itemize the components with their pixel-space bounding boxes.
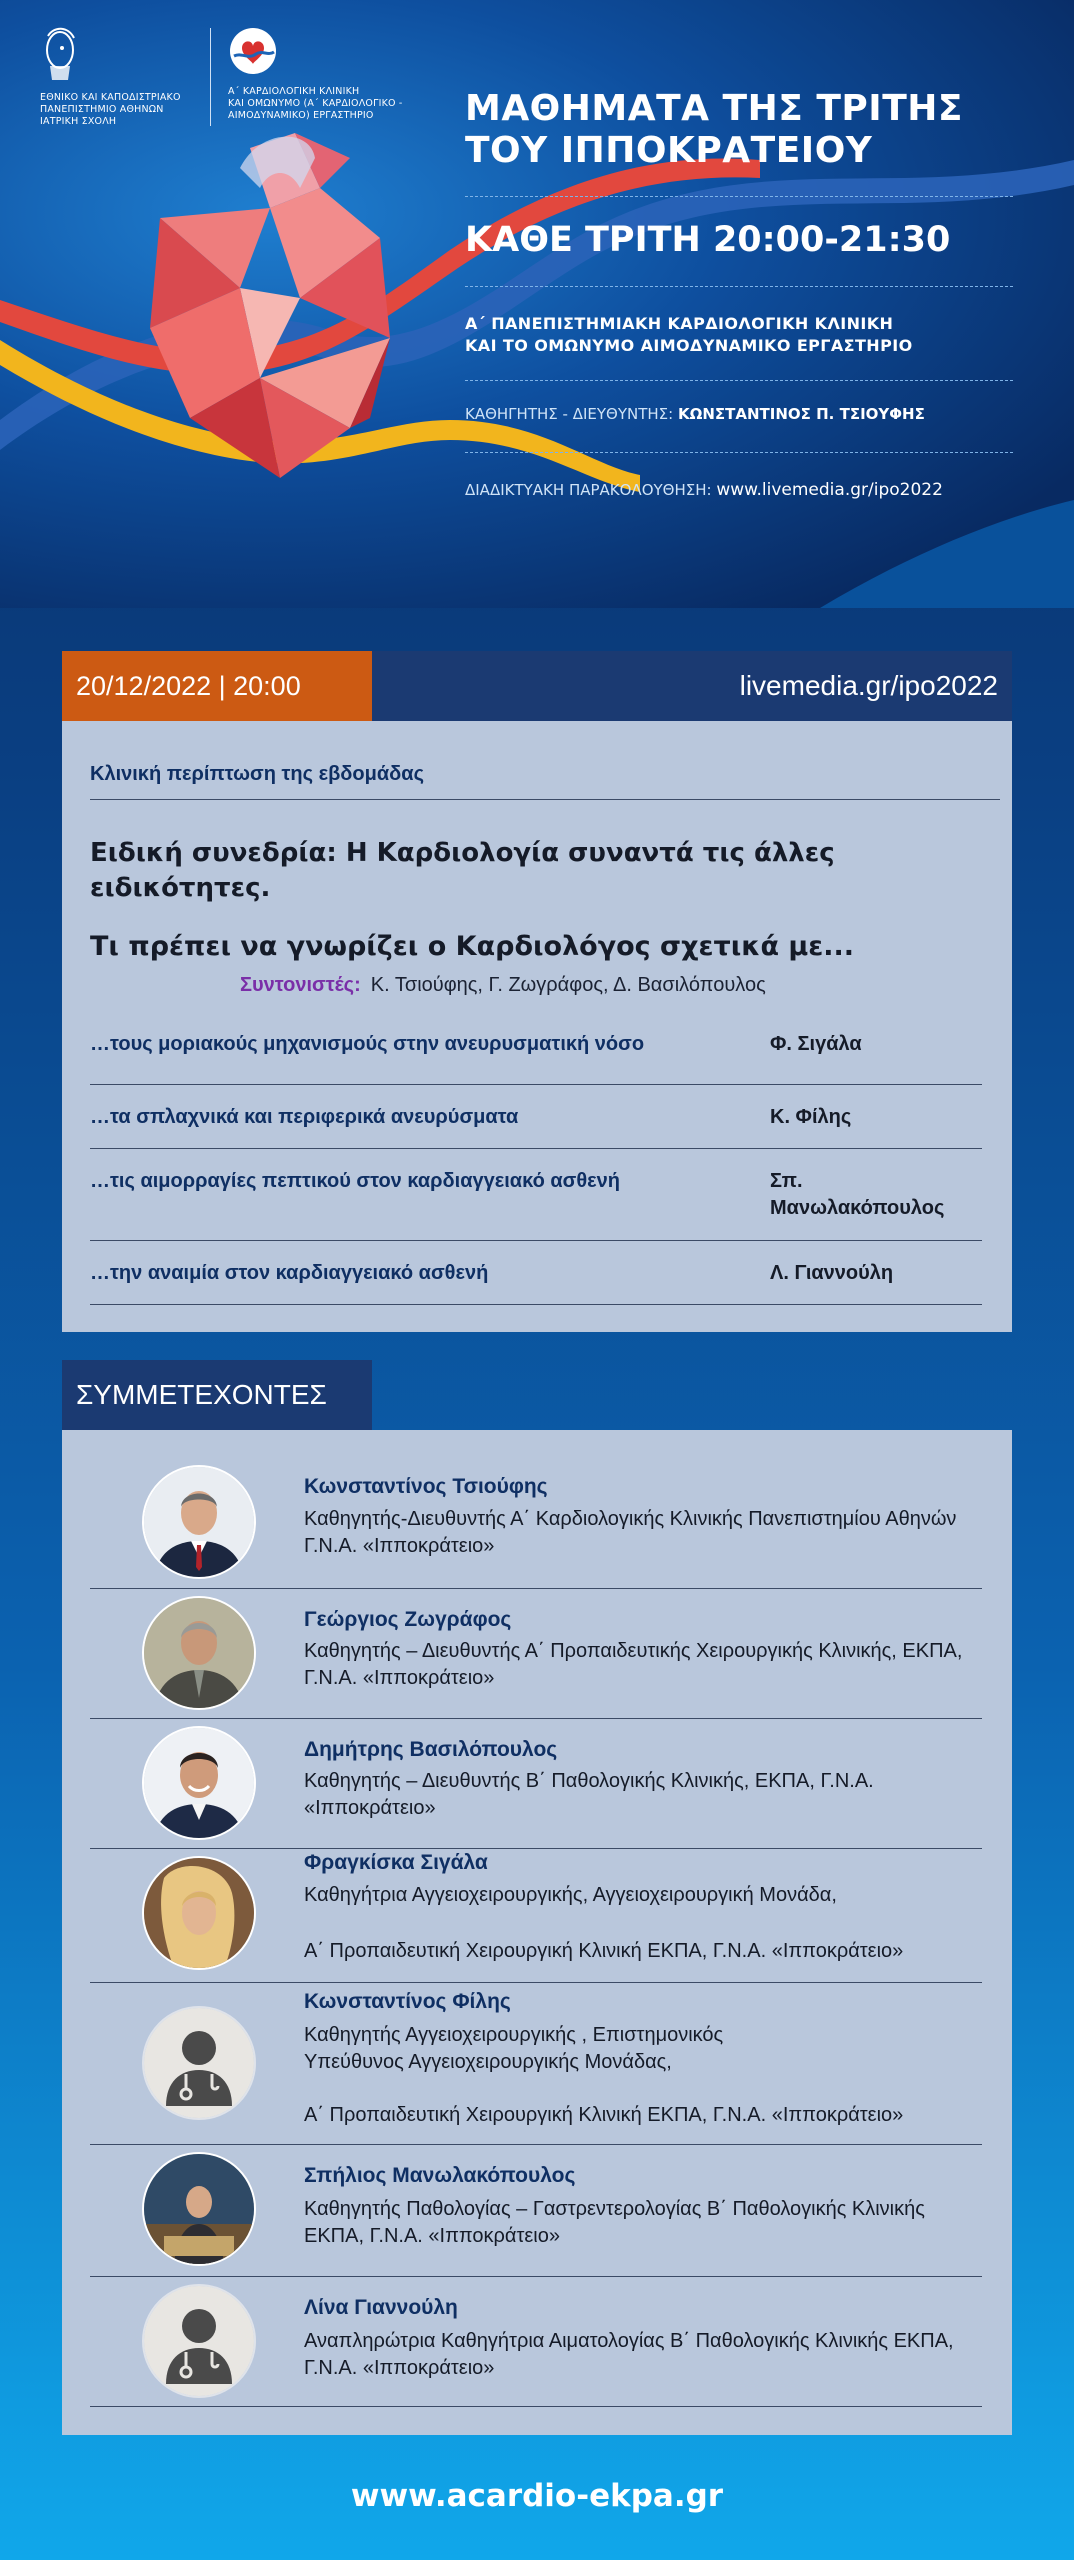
header-banner: [0, 0, 1074, 608]
university-logo: [40, 26, 200, 128]
session-header: [62, 651, 1012, 721]
divider: [90, 799, 1000, 800]
banner-schedule: ΚΑΘΕ ΤΡΙΤΗ 20:00-21:30: [465, 220, 951, 260]
special-session-line: ειδικότητες.: [90, 873, 271, 903]
topic-title: …τους μοριακούς μηχανισμούς στην ανευρυσματική νόσο: [90, 1033, 645, 1055]
topic-speaker: Λ. Γιαννούλη: [770, 1262, 894, 1284]
session-link[interactable]: livemedia.gr/ipo2022: [739, 670, 998, 701]
banner-title: [465, 88, 1035, 172]
topic-row: [90, 1240, 982, 1305]
banner-separator: [465, 380, 1013, 381]
session-date: 20/12/2022 | 20:00: [62, 651, 372, 721]
heart-wave-icon: [228, 26, 278, 76]
webcast-label: ΔΙΑΔΙΚΤΥΑΚΗ ΠΑΡΑΚΟΛΟΥΘΗΣΗ:: [465, 481, 712, 499]
topic-row: [90, 1084, 982, 1149]
banner-title-line: ΜΑΘΗΜΑΤΑ ΤΗΣ ΤΡΙΤΗΣ: [465, 88, 963, 129]
know-title: Τι πρέπει να γνωρίζει ο Καρδιολόγος σχετικά με...: [90, 931, 855, 962]
participant-row: [90, 1588, 982, 1719]
banner-clinic-line: ΚΑΙ ΤΟ ΟΜΩΝΥΜΟ ΑΙΜΟΔΥΝΑΜΙΚΟ ΕΡΓΑΣΤΗΡΙΟ: [465, 336, 913, 355]
participant-row: [90, 1718, 982, 1849]
participant-role: Αναπληρώτρια Καθηγήτρια Αιματολογίας Β΄ Παθολογικής Κλινικής ΕΚΠΑ, Γ.Ν.Α. «Ιπποκράτειο»: [304, 2330, 954, 2379]
participant-name: Κωνσταντίνος Φίλης: [304, 1990, 511, 2013]
banner-clinic: [465, 313, 1025, 357]
participant-role: Καθηγητής Αγγειοχειρουργικής , Επιστημονικός Υπεύθυνος Αγγειοχειρουργικής Μονάδας,: [304, 2024, 724, 2073]
doctor-avatar-icon: [144, 2008, 254, 2118]
coordinators: [240, 974, 766, 997]
participant-row: [90, 1450, 982, 1589]
coordinators-names: Κ. Τσιούφης, Γ. Ζωγράφος, Δ. Βασιλόπουλος: [370, 974, 766, 996]
person-photo-icon: [144, 1467, 254, 1577]
professor-label: ΚΑΘΗΓΗΤΗΣ - ΔΙΕΥΘΥΝΤΗΣ:: [465, 405, 674, 423]
doctor-avatar-icon: [144, 2286, 254, 2396]
person-photo-icon: [144, 1598, 254, 1708]
topic-title: …την αναιμία στον καρδιαγγειακό ασθενή: [90, 1262, 489, 1284]
coordinators-label: Συντονιστές:: [240, 974, 361, 996]
banner-professor: [465, 405, 925, 423]
uni-logo-line: ΙΑΤΡΙΚΗ ΣΧΟΛΗ: [40, 116, 117, 127]
participant-row: [90, 1982, 982, 2145]
topic-speaker: Σπ. Μανωλακόπουλος: [770, 1170, 945, 1219]
avatar: [142, 2006, 256, 2120]
topic-title: …τα σπλαχνικά και περιφερικά ανευρύσματα: [90, 1106, 519, 1128]
topic-speaker: Φ. Σιγάλα: [770, 1033, 862, 1055]
participant-row: [90, 1848, 982, 1983]
participants-panel: [62, 1430, 1012, 2435]
participant-role: Καθηγητής – Διευθυντής Β΄ Παθολογικής Κλινικής, ΕΚΠΑ, Γ.Ν.Α. «Ιπποκράτειο»: [304, 1770, 874, 1819]
banner-webcast: [465, 480, 943, 500]
participant-role: Καθηγήτρια Αγγειοχειρουργικής, Αγγειοχειρουργική Μονάδα,: [304, 1884, 837, 1906]
special-session-title: [90, 836, 890, 906]
participant-role: Καθηγητής Παθολογίας – Γαστρεντερολογίας Β΄ Παθολογικής Κλινικής ΕΚΠΑ, Γ.Ν.Α. «Ιπποκράτειο»: [304, 2198, 925, 2247]
participant-role: Καθηγητής-Διευθυντής Α΄ Καρδιολογικής Κλινικής Πανεπιστημίου Αθηνών Γ.Ν.Α. «Ιπποκράτειο»: [304, 1508, 957, 1557]
topic-speaker: Κ. Φίλης: [770, 1106, 852, 1128]
participant-name: Δημήτρης Βασιλόπουλος: [304, 1738, 558, 1761]
participant-role: Καθηγητής – Διευθυντής Α΄ Προπαιδευτικής Χειρουργικής Κλινικής, ΕΚΠΑ, Γ.Ν.Α. «Ιπποκράτειο»: [304, 1640, 963, 1689]
avatar: [142, 1596, 256, 1710]
participant-name: Γεώργιος Ζωγράφος: [304, 1608, 512, 1631]
special-session-line: Ειδική συνεδρία: Η Καρδιολογία συναντά τις άλλες: [90, 838, 835, 868]
cardio-logo-line: ΚΑΙ ΟΜΩΝΥΜΟ (Α΄ ΚΑΡΔΙΟΛΟΓΙΚΟ -: [228, 98, 403, 109]
banner-clinic-line: Α΄ ΠΑΝΕΠΙΣΤΗΜΙΑΚΗ ΚΑΡΔΙΟΛΟΓΙΚΗ ΚΛΙΝΙΚΗ: [465, 314, 894, 333]
participant-row: [90, 2276, 982, 2407]
banner-separator: [465, 452, 1013, 453]
banner-separator: [465, 196, 1013, 197]
avatar: [142, 1465, 256, 1579]
footer-url[interactable]: www.acardio-ekpa.gr: [350, 2478, 724, 2514]
case-label: Κλινική περίπτωση της εβδομάδας: [90, 763, 424, 785]
cardio-logo-line: Α΄ ΚΑΡΔΙΟΛΟΓΙΚΗ ΚΛΙΝΙΚΗ: [228, 86, 360, 97]
avatar: [142, 1726, 256, 1840]
participants-heading: ΣΥΜΜΕΤΕΧΟΝΤΕΣ: [62, 1360, 372, 1430]
uni-logo-line: ΠΑΝΕΠΙΣΤΗΜΙΟ ΑΘΗΝΩΝ: [40, 104, 164, 115]
participant-name: Φραγκίσκα Σιγάλα: [304, 1851, 488, 1874]
banner-title-line: ΤΟΥ ΙΠΠΟΚΡΑΤΕΙΟΥ: [465, 130, 873, 171]
heart-illustration: [120, 128, 420, 498]
cardio-logo-line: ΑΙΜΟΔΥΝΑΜΙΚΟ) ΕΡΓΑΣΤΗΡΙΟ: [228, 110, 374, 121]
topic-title: …τις αιμορραγίες πεπτικού στον καρδιαγγειακό ασθενή: [90, 1170, 620, 1192]
participant-name: Λίνα Γιαννούλη: [304, 2296, 458, 2319]
uni-logo-line: ΕΘΝΙΚΟ ΚΑΙ ΚΑΠΟΔΙΣΤΡΙΑΚΟ: [40, 92, 181, 103]
topic-row: [90, 1148, 982, 1241]
participant-name: Σπήλιος Μανωλακόπουλος: [304, 2164, 576, 2187]
banner-separator: [465, 286, 1013, 287]
participant-name: Κωνσταντίνος Τσιούφης: [304, 1475, 548, 1498]
topic-row: [90, 1029, 982, 1085]
participant-row: [90, 2144, 982, 2277]
professor-name: ΚΩΝΣΤΑΝΤΙΝΟΣ Π. ΤΣΙΟΥΦΗΣ: [677, 405, 925, 423]
webcast-url[interactable]: www.livemedia.gr/ipo2022: [716, 480, 943, 500]
cardiology-logo: [228, 26, 438, 122]
person-photo-icon: [144, 2154, 254, 2264]
avatar: [142, 1856, 256, 1970]
person-photo-icon: [144, 1858, 254, 1968]
person-photo-icon: [144, 1728, 254, 1838]
logo-divider: [210, 28, 211, 126]
session-panel: [62, 721, 1012, 1332]
athena-head-icon: [40, 26, 80, 82]
avatar: [142, 2284, 256, 2398]
participant-role: Α΄ Προπαιδευτική Χειρουργική Κλινική ΕΚΠΑ, Γ.Ν.Α. «Ιπποκράτειο»: [304, 2104, 904, 2126]
avatar: [142, 2152, 256, 2266]
participant-role: Α΄ Προπαιδευτική Χειρουργική Κλινική ΕΚΠΑ, Γ.Ν.Α. «Ιπποκράτειο»: [304, 1940, 904, 1962]
